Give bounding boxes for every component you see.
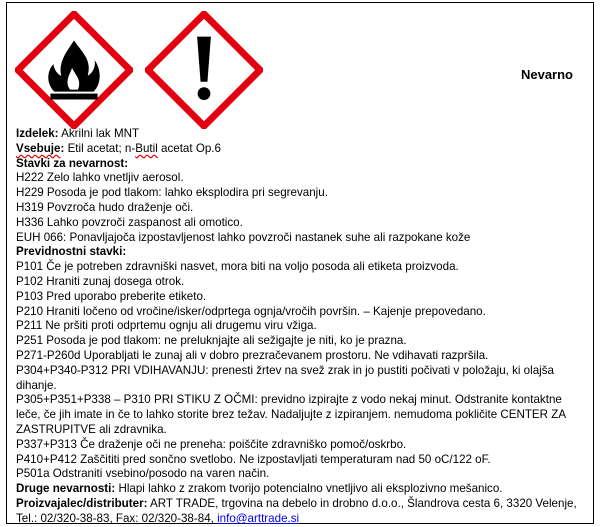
other-hazards-line: [16, 482, 587, 497]
precaution-statement: P337+P313 Če draženje oči ne preneha: poiščite zdravniško pomoč/oskrbo.: [16, 437, 407, 451]
hazard-statement: H229 Posoda je pod tlakom: lahko eksplodira pri segrevanju.: [16, 186, 328, 200]
email-link[interactable]: info@arttrade.si: [217, 511, 300, 525]
contains-value-pre: Etil acetat; n-: [64, 141, 136, 155]
precaution-statement: P102 Hraniti zunaj dosega otrok.: [16, 274, 185, 288]
precaution-statement: P210 Hraniti ločeno od vročine/isker/odprtega ognja/vročih površin. – Kajenje prepovedano.: [16, 304, 486, 318]
contains-value-sq: Butil: [135, 141, 158, 155]
hazard-list: [16, 171, 587, 245]
contains-value-post: acetat Op.6: [157, 141, 221, 155]
contains-line: [16, 142, 587, 157]
precaution-statement: P103 Pred uporabo preberite etiketo.: [16, 289, 207, 303]
precaution-statement: P211 Ne pršiti proti odprtemu ognju ali drugemu viru vžiga.: [16, 319, 317, 333]
product-label: Izdelek:: [16, 127, 59, 140]
hazard-statement: H336 Lahko povzroči zaspanost ali omotico.: [16, 215, 243, 229]
hazard-statement: H319 Povzroča hudo draženje oči.: [16, 200, 194, 214]
precaution-statement: P501a Odstraniti vsebino/posodo na varen način.: [16, 467, 270, 481]
product-line: [16, 127, 587, 142]
manufacturer-line: [16, 497, 587, 527]
hazard-statement: EUH 066: Ponavljajoča izpostavljenost lahko povzroči nastanek suhe ali razpokane kože: [16, 230, 471, 244]
other-hazards-label: Druge nevarnosti:: [16, 482, 116, 496]
hazard-statement: H222 Zelo lahko vnetljiv aerosol.: [16, 171, 184, 185]
precaution-statement: P304+P340-P312 PRI VDIHAVANJU: prenesti žrtev na svež zrak in jo pustiti počivati v položaju, ki olajša dihanje.: [16, 363, 554, 392]
precaution-heading: Previdnostni stavki:: [16, 245, 127, 259]
contains-label: Vsebuje: [16, 141, 61, 155]
label-text: [16, 127, 587, 527]
manufacturer-value: ART TRADE, trgovina na debelo in drobno d.o.o., Šlandrova cesta 6, 3320 Velenje, Tel.: 02/320-38-83, Fax: 02/320-38-84,: [16, 496, 577, 525]
product-value: Akrilni lak MNT: [58, 127, 140, 140]
precaution-statement: P410+P412 Zaščititi pred sončno svetlobo. Ne izpostavljati temperaturam nad 50 oC/122 oF.: [16, 452, 491, 466]
exclamation-icon: [145, 11, 263, 129]
other-hazards-value: Hlapi lahko z zrakom tvorijo potencialno vnetljivo ali eksplozivno mešanico.: [115, 482, 503, 496]
hazard-label: [6, 2, 594, 524]
precaution-statement: P305+P351+P338 – P310 PRI STIKU Z OČMI: previdno izpirajte z vodo nekaj minut. Odstranite kontaktne leče, če jih imate in če to lahko storite brez težav. Nadaljujte z izpiranjem. nemudoma pokličite CENTER ZA ZASTRUPITVE ali zdravnika.: [16, 393, 566, 436]
precaution-statement: P251 Posoda je pod tlakom: ne preluknjajte ali sežigajte je niti, ko je prazna.: [16, 334, 407, 348]
precaution-list: [16, 260, 587, 482]
manufacturer-label: Proizvajalec/distributer:: [16, 496, 148, 510]
precaution-statement: P101 Če je potreben zdravniški nasvet, mora biti na voljo posoda ali etiketa proizvoda.: [16, 260, 459, 274]
flame-icon: [15, 11, 133, 129]
hazard-heading: Stavki za nevarnost:: [16, 156, 129, 170]
signal-word: Nevarno: [520, 67, 573, 82]
contains-colon: :: [60, 141, 65, 155]
precaution-statement: P271-P260d Uporabljati le zunaj ali v dobro prezračevanem prostoru. Ne vdihavati razpršila.: [16, 348, 489, 362]
